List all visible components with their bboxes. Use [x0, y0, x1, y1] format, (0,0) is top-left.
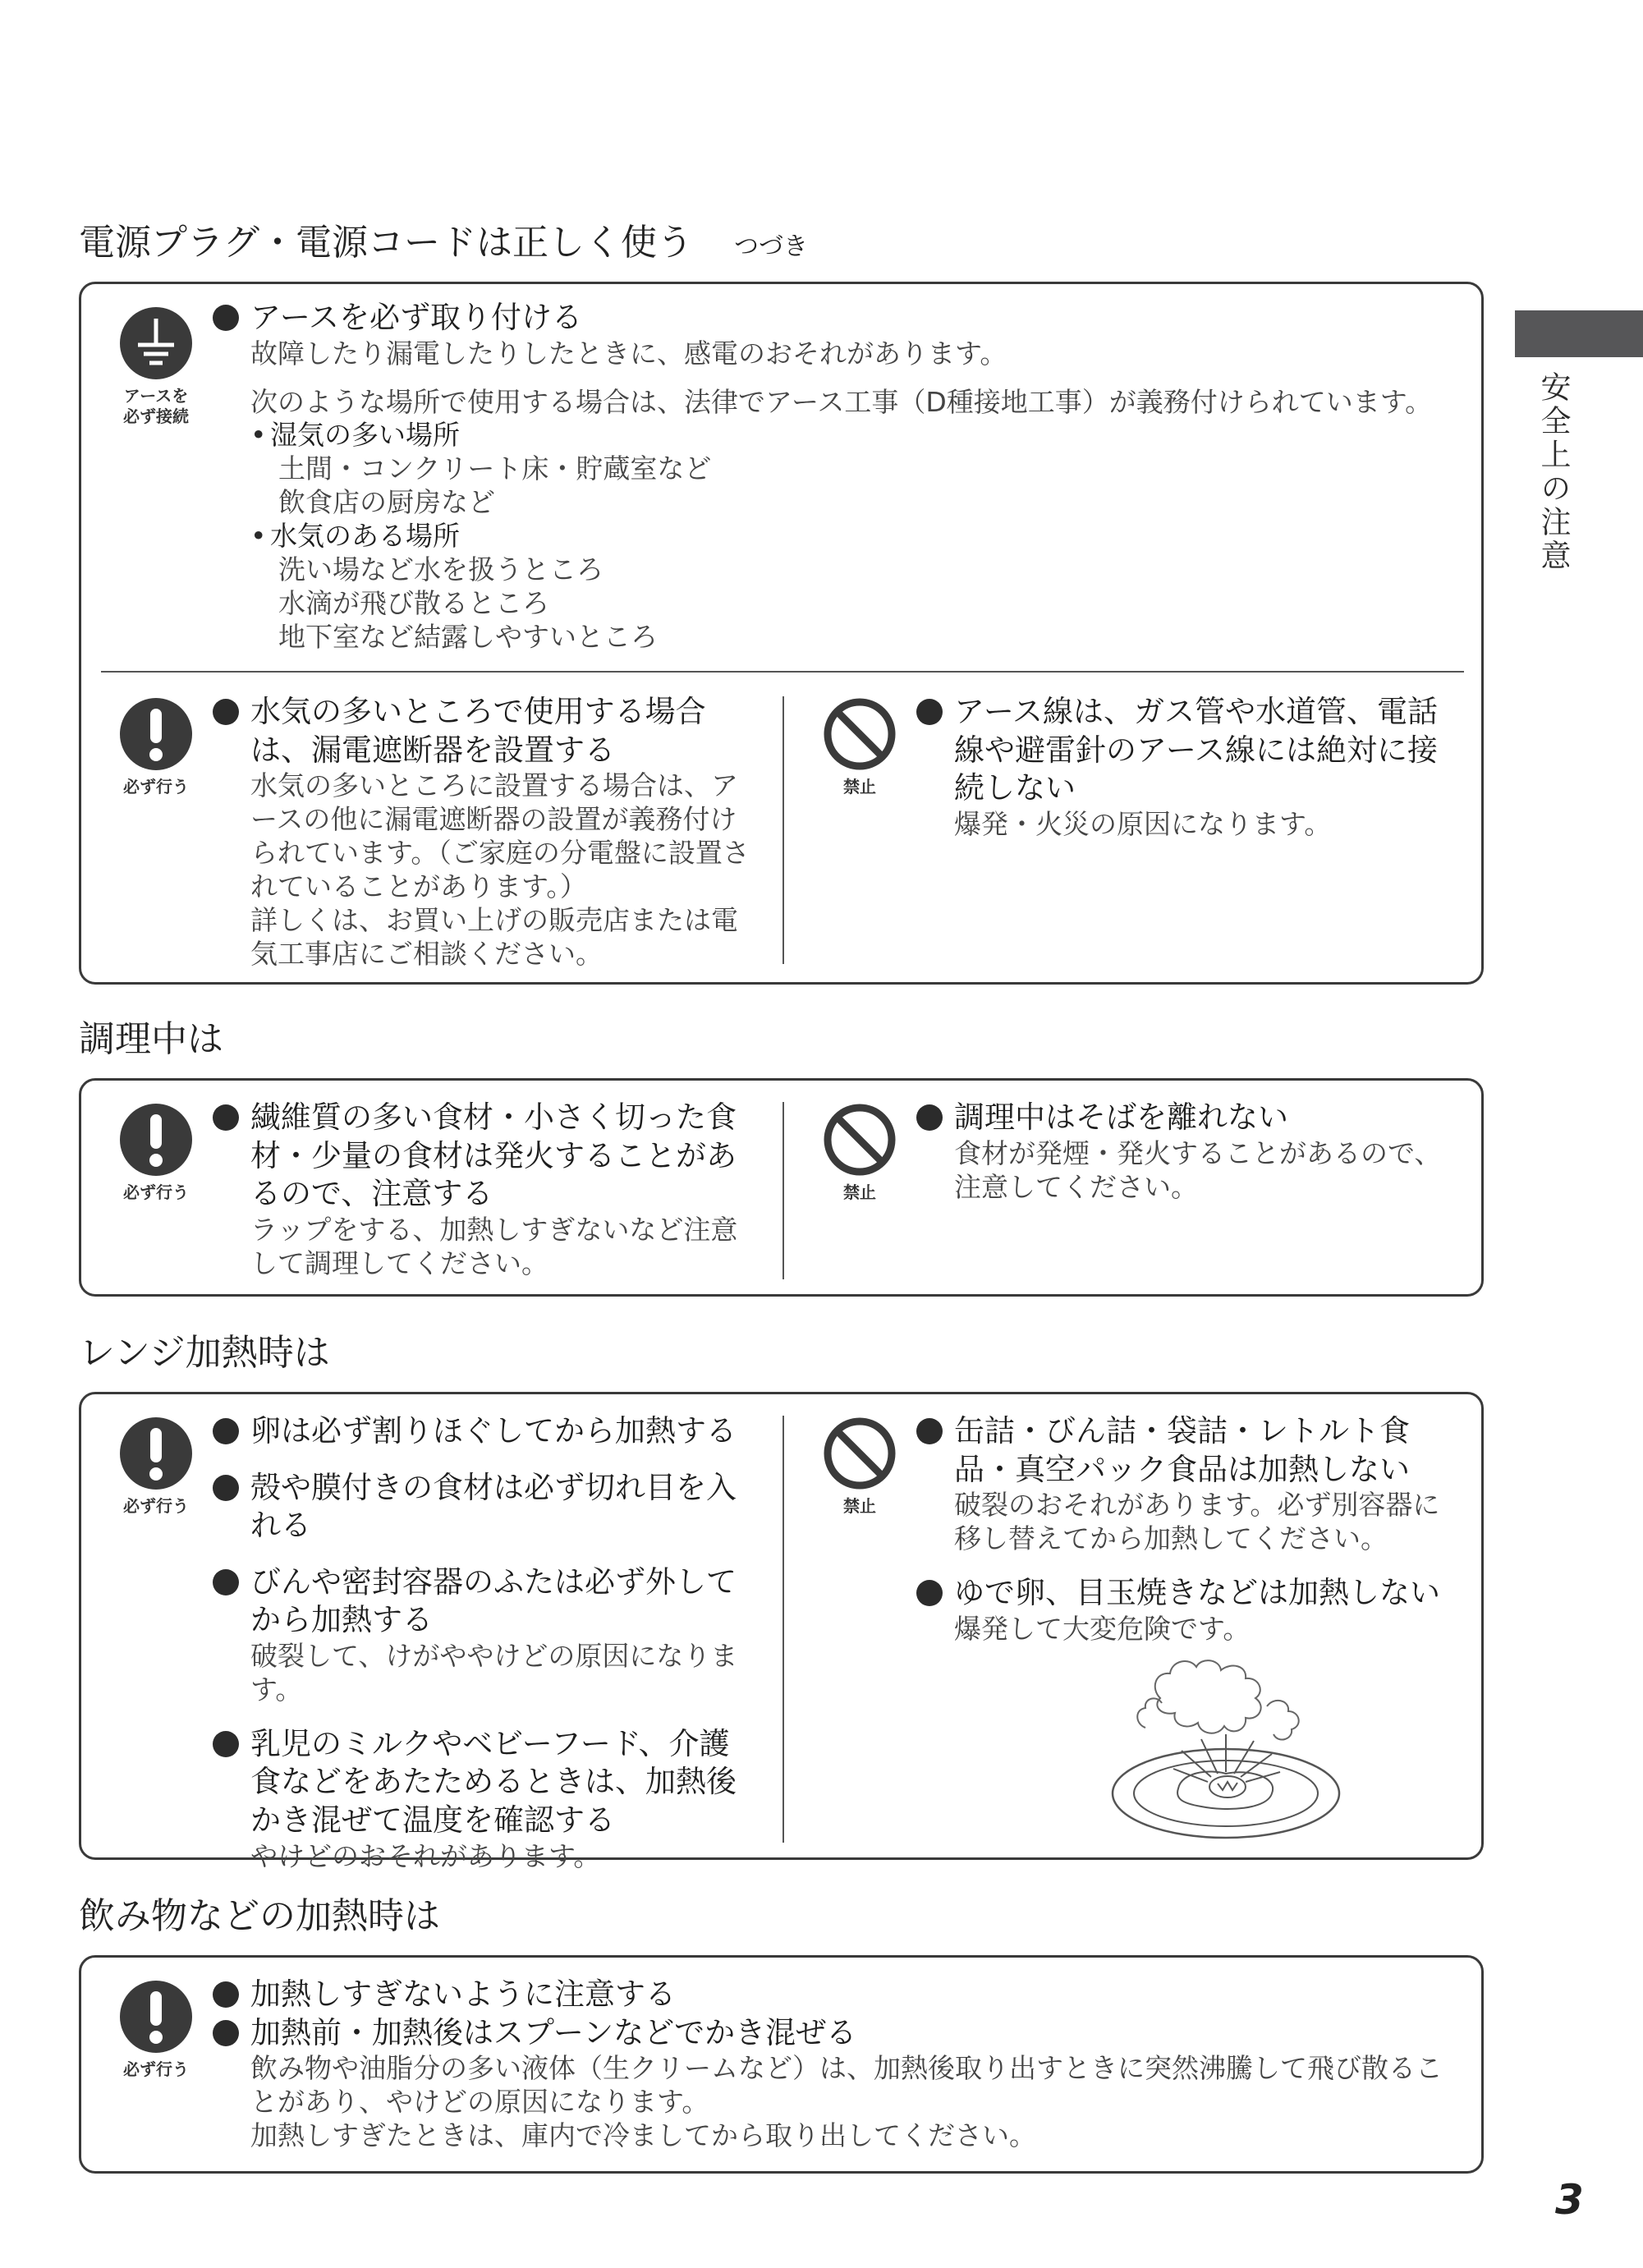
exclamation-icon [118, 1102, 194, 1178]
bullet-icon [213, 1104, 239, 1131]
item-heading: 加熱しすぎないように注意する [250, 1976, 676, 2012]
location-line: 飲食店の厨房など [278, 486, 495, 519]
item-heading: アースを必ず取り付ける [250, 300, 583, 335]
list-item [213, 1725, 755, 1874]
dot-icon: • [250, 520, 267, 553]
earth-caption-line2: 必ず接続 [123, 406, 189, 426]
bullet-icon [213, 1981, 239, 2008]
section-title-continued: つづき [734, 232, 808, 261]
earth-items [213, 299, 1461, 654]
item-heading: びんや密封容器のふたは必ず外してから加熱する [250, 1563, 737, 1638]
item-heading: 殻や膜付きの食材は必ず切れ目を入れる [250, 1469, 737, 1544]
location-line: 水滴が飛び散るところ [278, 586, 549, 619]
exploding-egg-illustration [1103, 1649, 1349, 1846]
location-heading: 湿気の多い場所 [270, 419, 460, 452]
item-description: やけどのおそれがあります。 [250, 1839, 601, 1872]
power-plug-box [79, 282, 1484, 985]
drinks-items [213, 1976, 1461, 2153]
bullet-icon [916, 699, 943, 725]
list-item [916, 1099, 1466, 1204]
list-item [213, 299, 1461, 654]
stay-items [916, 1099, 1466, 1204]
list-item [916, 1574, 1466, 1646]
list-item [213, 2014, 1461, 2153]
item-heading: ゆで卵、目玉焼きなどは加熱しない [954, 1575, 1440, 1611]
earth-icon [118, 305, 194, 381]
item-heading: 卵は必ず割りほぐしてから加熱する [250, 1413, 737, 1448]
bullet-icon [213, 1731, 239, 1757]
divider [101, 671, 1464, 673]
list-item [213, 1976, 1461, 2014]
location-line: 土間・コンクリート床・貯蔵室など [278, 452, 712, 485]
item-heading: 繊維質の多い食材・小さく切った食材・少量の食材は発火することがあるので、注意する [250, 1100, 737, 1212]
bullet-icon [916, 1104, 943, 1131]
dot-icon: • [250, 419, 267, 452]
bullet-icon [213, 699, 239, 725]
list-item [213, 1099, 755, 1281]
exclamation-icon [118, 696, 194, 772]
item-description: ラップをする、加熱しすぎないなど注意して調理してください。 [250, 1213, 738, 1279]
drinks-box [79, 1955, 1484, 2174]
must-caption: 必ず行う [123, 1496, 189, 1516]
item-description: 爆発して大変危険です。 [954, 1612, 1251, 1645]
prohibit-symbol [815, 1416, 905, 1517]
prohibit-icon [822, 696, 897, 772]
must-symbol [111, 1979, 201, 2080]
location-item [250, 419, 1461, 520]
prohibit-caption: 禁止 [843, 1182, 876, 1202]
page-number: 3 [1555, 2176, 1584, 2224]
list-item [213, 693, 755, 971]
item-description: 破裂のおそれがあります。必ず別容器に移し替えてから加熱してください。 [954, 1489, 1440, 1555]
bullet-icon [916, 1580, 943, 1606]
location-line: 洗い場など水を扱うところ [278, 553, 604, 586]
exclamation-icon [118, 1416, 194, 1491]
must-symbol [111, 696, 201, 797]
bullet-icon [213, 1475, 239, 1501]
prohibit-caption: 禁止 [843, 1496, 876, 1516]
microwave-must-items [213, 1412, 755, 1874]
item-description: 次のような場所で使用する場合は、法律でアース工事（D種接地工事）が義務付けられています。 [250, 385, 1433, 418]
prohibit-caption: 禁止 [843, 777, 876, 797]
microwave-box [79, 1392, 1484, 1872]
item-description: 詳しくは、お買い上げの販売店または電気工事店にご相談ください。 [250, 903, 738, 970]
side-label: 安全上の注意 [1535, 371, 1571, 573]
item-heading: アース線は、ガス管や水道管、電話線や避雷針のアース線には絶対に接続しない [954, 694, 1439, 806]
bullet-icon [213, 1569, 239, 1595]
bullet-icon [916, 1418, 943, 1444]
prohibit-symbol [815, 696, 905, 797]
microwave-prohibit-items [916, 1412, 1466, 1646]
item-description: 破裂して、けがややけどの原因になります。 [250, 1640, 738, 1706]
item-description: 食材が発煙・発火することがあるので、注意してください。 [954, 1136, 1442, 1203]
exclamation-icon [118, 1979, 194, 2055]
location-list [250, 419, 1461, 654]
list-item [213, 1563, 755, 1707]
item-description: 爆発・火災の原因になります。 [954, 807, 1332, 840]
item-heading: 水気の多いところで使用する場合は、漏電遮断器を設置する [250, 694, 706, 768]
bullet-icon [213, 2020, 239, 2046]
must-symbol [111, 1102, 201, 1203]
section-title-text: 電源プラグ・電源コードは正しく使う [79, 222, 693, 264]
item-heading: 缶詰・びん詰・袋詰・レトルト食品・真空パック食品は加熱しない [954, 1413, 1410, 1487]
list-item [213, 1469, 755, 1545]
location-heading: 水気のある場所 [270, 520, 460, 553]
cooking-box [79, 1078, 1484, 1297]
no-connect-items [916, 693, 1466, 842]
prohibit-symbol [815, 1102, 905, 1203]
item-description: 故障したり漏電したりしたときに、感電のおそれがあります。 [250, 337, 1007, 370]
item-description: 水気の多いところに設置する場合は、アースの他に漏電遮断器の設置が義務付けられています。（ご家庭の分電盤に設置されていることがあります。） [250, 769, 750, 902]
breaker-items [213, 693, 755, 971]
bullet-icon [213, 1418, 239, 1444]
earth-symbol [111, 305, 201, 427]
section-title-cooking: 調理中は [79, 1018, 223, 1060]
section-title-microwave: レンジ加熱時は [79, 1332, 330, 1374]
item-heading: 調理中はそばを離れない [954, 1100, 1288, 1135]
location-item [250, 520, 1461, 654]
list-item [916, 1412, 1466, 1556]
item-description: 飲み物や油脂分の多い液体（生クリームなど）は、加熱後取り出すときに突然沸騰して飛び散ることがあり、やけどの原因になります。 [250, 2052, 1443, 2119]
column-divider [782, 1102, 784, 1279]
column-divider [782, 696, 784, 964]
must-caption: 必ず行う [123, 2059, 189, 2079]
location-line: 地下室など結露しやすいところ [278, 620, 658, 653]
prohibit-icon [822, 1102, 897, 1178]
section-title-drinks: 飲み物などの加熱時は [79, 1895, 440, 1937]
bullet-icon [213, 305, 239, 331]
section-title-power-plug [79, 222, 808, 265]
must-caption: 必ず行う [123, 777, 189, 797]
must-symbol [111, 1416, 201, 1517]
must-caption: 必ず行う [123, 1182, 189, 1202]
fiber-items [213, 1099, 755, 1281]
prohibit-icon [822, 1416, 897, 1491]
earth-caption-line1: アースを [123, 386, 189, 406]
section-tab [1515, 310, 1643, 357]
list-item [916, 693, 1466, 842]
item-heading: 加熱前・加熱後はスプーンなどでかき混ぜる [250, 2014, 857, 2050]
item-heading: 乳児のミルクやベビーフード、介護食などをあたためるときは、加熱後かき混ぜて温度を確認する [250, 1725, 737, 1839]
column-divider [782, 1416, 784, 1843]
item-description: 加熱しすぎたときは、庫内で冷ましてから取り出してください。 [250, 2119, 1036, 2152]
list-item [213, 1412, 755, 1451]
